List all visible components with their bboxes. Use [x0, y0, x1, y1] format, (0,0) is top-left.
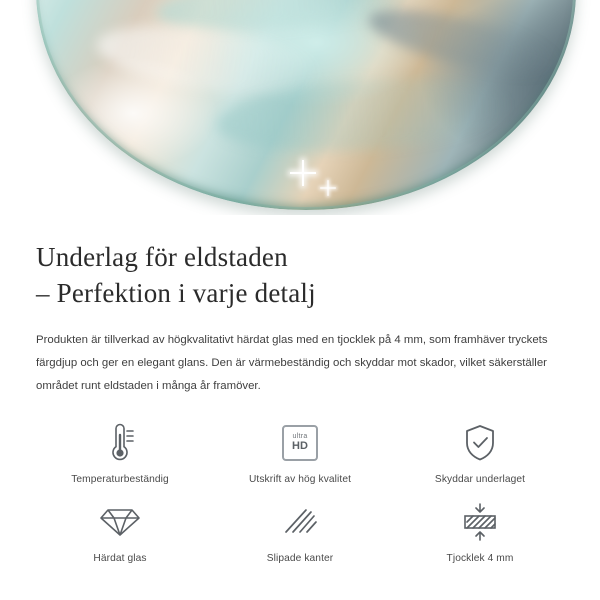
feature-label: Slipade kanter — [266, 552, 334, 564]
feature-label: Temperaturbeständig — [71, 473, 169, 485]
diamond-icon — [99, 499, 141, 545]
hero-image — [0, 0, 600, 215]
thermometer-icon — [100, 420, 140, 466]
feature-item-print-quality — [210, 420, 390, 485]
thickness-icon — [459, 499, 501, 545]
ultra-hd-top-text: ultra — [292, 433, 308, 441]
shield-check-icon — [461, 420, 499, 466]
feature-label: Tjocklek 4 mm — [446, 552, 514, 564]
feature-item-surface-protection — [390, 420, 570, 485]
feature-item-polished-edges — [210, 499, 390, 564]
headline-line-2: – Perfektion i varje detalj — [36, 278, 316, 309]
feature-label: Härdat glas — [93, 552, 147, 564]
feature-item-tempered-glass — [30, 499, 210, 564]
content-block — [0, 215, 600, 398]
feature-item-temperature — [30, 420, 210, 485]
feature-label: Skyddar underlaget — [434, 473, 526, 485]
page-title — [36, 239, 564, 311]
description-paragraph: Produkten är tillverkad av högkvalitativt härdat glas med en tjocklek på 4 mm, som framhäver tryckets färgdjup och ger en elegant glans. Den är värmebeständig och skyddar mot skador, vilket säkerställer området runt eldstaden i många år framöver. — [36, 334, 548, 392]
feature-label: Utskrift av hög kvalitet — [248, 473, 352, 485]
glass-plate-image — [36, 0, 576, 210]
ultra-hd-icon — [282, 420, 318, 466]
feature-item-thickness — [390, 499, 570, 564]
headline-line-1: Underlag för eldstaden — [36, 242, 288, 272]
marble-streak — [363, 0, 568, 90]
ultra-hd-bottom-text: HD — [292, 439, 308, 452]
feature-grid — [0, 398, 600, 564]
polished-edges-icon — [280, 499, 320, 545]
